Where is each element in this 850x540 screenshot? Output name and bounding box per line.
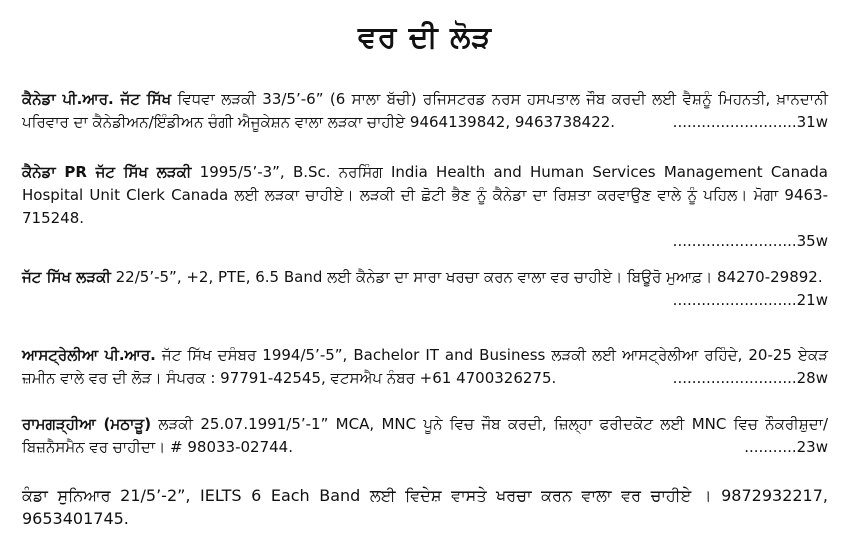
ad-text: ਜੱਟ ਸਿੱਖ ਦਸੰਬਰ 1994/5’-5”, Bachelor IT and Business ਲੜਕੀ ਲਈ ਆਸਟ੍ਰੇਲੀਆ ਰਹਿੰਦੇ, 20-25 ਏਕੜ ਜ਼ਮੀਨ ਵਾਲੇ ਵਰ ਦੀ ਲੋੜ। ਸੰਪਰਕ : 97791-42545, ਵਟਸਐਪ ਨੰਬਰ +61 4700326275. xyxy=(22,346,828,387)
ad-code: ..........................31w xyxy=(672,113,828,131)
ad-lead: ਜੱਟ ਸਿੱਖ ਲੜਕੀ xyxy=(22,268,111,286)
ad-text: 22/5’-5”, +2, PTE, 6.5 Band ਲਈ ਕੈਨੇਡਾ ਦਾ ਸਾਰਾ ਖਰਚਾ ਕਰਨ ਵਾਲਾ ਵਰ ਚਾਹੀਏ। ਬਿਊਰੋ ਮੁਆਫ਼। 84270-29892. xyxy=(110,268,823,286)
matrimonial-ad xyxy=(22,413,828,459)
ad-text: ਵਿਧਵਾ ਲੜਕੀ 33/5’-6” (6 ਸਾਲਾ ਬੱਚੀ) ਰਜਿਸਟਰਡ ਨਰਸ ਹਸਪਤਾਲ ਜੌਬ ਕਰਦੀ ਲਈ ਵੈਸ਼ਨੂੰ ਮਿਹਨਤੀ, ਖ਼ਾਨਦਾਨੀ ਪਰਿਵਾਰ ਦਾ ਕੈਨੇਡੀਅਨ/ਇੰਡੀਅਨ ਚੰਗੀ ਐਜੂਕੇਸ਼ਨ ਵਾਲਾ ਲੜਕਾ ਚਾਹੀਏ 9464139842, 9463738422. xyxy=(22,90,828,131)
ad-text: 1995/5’-3”, B.Sc. ਨਰਸਿੰਗ India Health and Human Services Management Canada Hospital Unit Clerk Canada ਲਈ ਲੜਕਾ ਚਾਹੀਏ। ਲੜਕੀ ਦੀ ਛੋਟੀ ਭੈਣ ਨੂੰ ਕੈਨੇਡਾ ਦਾ ਰਿਸ਼ਤਾ ਕਰਵਾਉਣ ਵਾਲੇ ਨੂੰ ਪਹਿਲ। ਮੋਗਾ 9463-715248. xyxy=(22,163,828,227)
matrimonial-ad xyxy=(22,88,828,134)
ad-lead: ਕੈਨੇਡਾ ਪੀ.ਆਰ. ਜੱਟ ਸਿੱਖ xyxy=(22,90,172,108)
ad-code: ..........................21w xyxy=(672,291,828,309)
matrimonial-ad xyxy=(22,266,828,312)
ad-code: ..........................28w xyxy=(672,369,828,387)
matrimonial-ad xyxy=(22,484,828,530)
ad-text: ਕੰਡਾ ਸੁਨਿਆਰ 21/5’-2”, IELTS 6 Each Band ਲਈ ਵਿਦੇਸ਼ ਵਾਸਤੇ ਖਰਚਾ ਕਰਨ ਵਾਲਾ ਵਰ ਚਾਹੀਏ । 9872932217, 9653401745. xyxy=(22,486,828,528)
ad-lead: ਕੈਨੇਡਾ PR ਜੱਟ ਸਿੱਖ ਲੜਕੀ xyxy=(22,163,192,181)
ad-code: ...........23w xyxy=(744,438,828,456)
matrimonial-ad xyxy=(22,161,828,253)
section-heading: ਵਰ ਦੀ ਲੋੜ xyxy=(357,20,493,55)
matrimonial-ad xyxy=(22,344,828,390)
ad-code: ..........................35w xyxy=(672,232,828,250)
ad-lead: ਰਾਮਗੜ੍ਹੀਆ (ਮਠਾੜੂ) xyxy=(22,415,152,433)
ad-lead: ਆਸਟ੍ਰੇਲੀਆ ਪੀ.ਆਰ. xyxy=(22,346,156,364)
ad-text: ਲੜਕੀ 25.07.1991/5’-1” MCA, MNC ਪੂਨੇ ਵਿਚ ਜੌਬ ਕਰਦੀ, ਜ਼ਿਲ੍ਹਾ ਫਰੀਦਕੋਟ ਲਈ MNC ਵਿਚ ਨੌਕਰੀਸ਼ੁਦਾ/ਬਿਜ਼ਨੈਸਮੈਨ ਵਰ ਚਾਹੀਦਾ। # 98033-02744. xyxy=(22,415,828,456)
